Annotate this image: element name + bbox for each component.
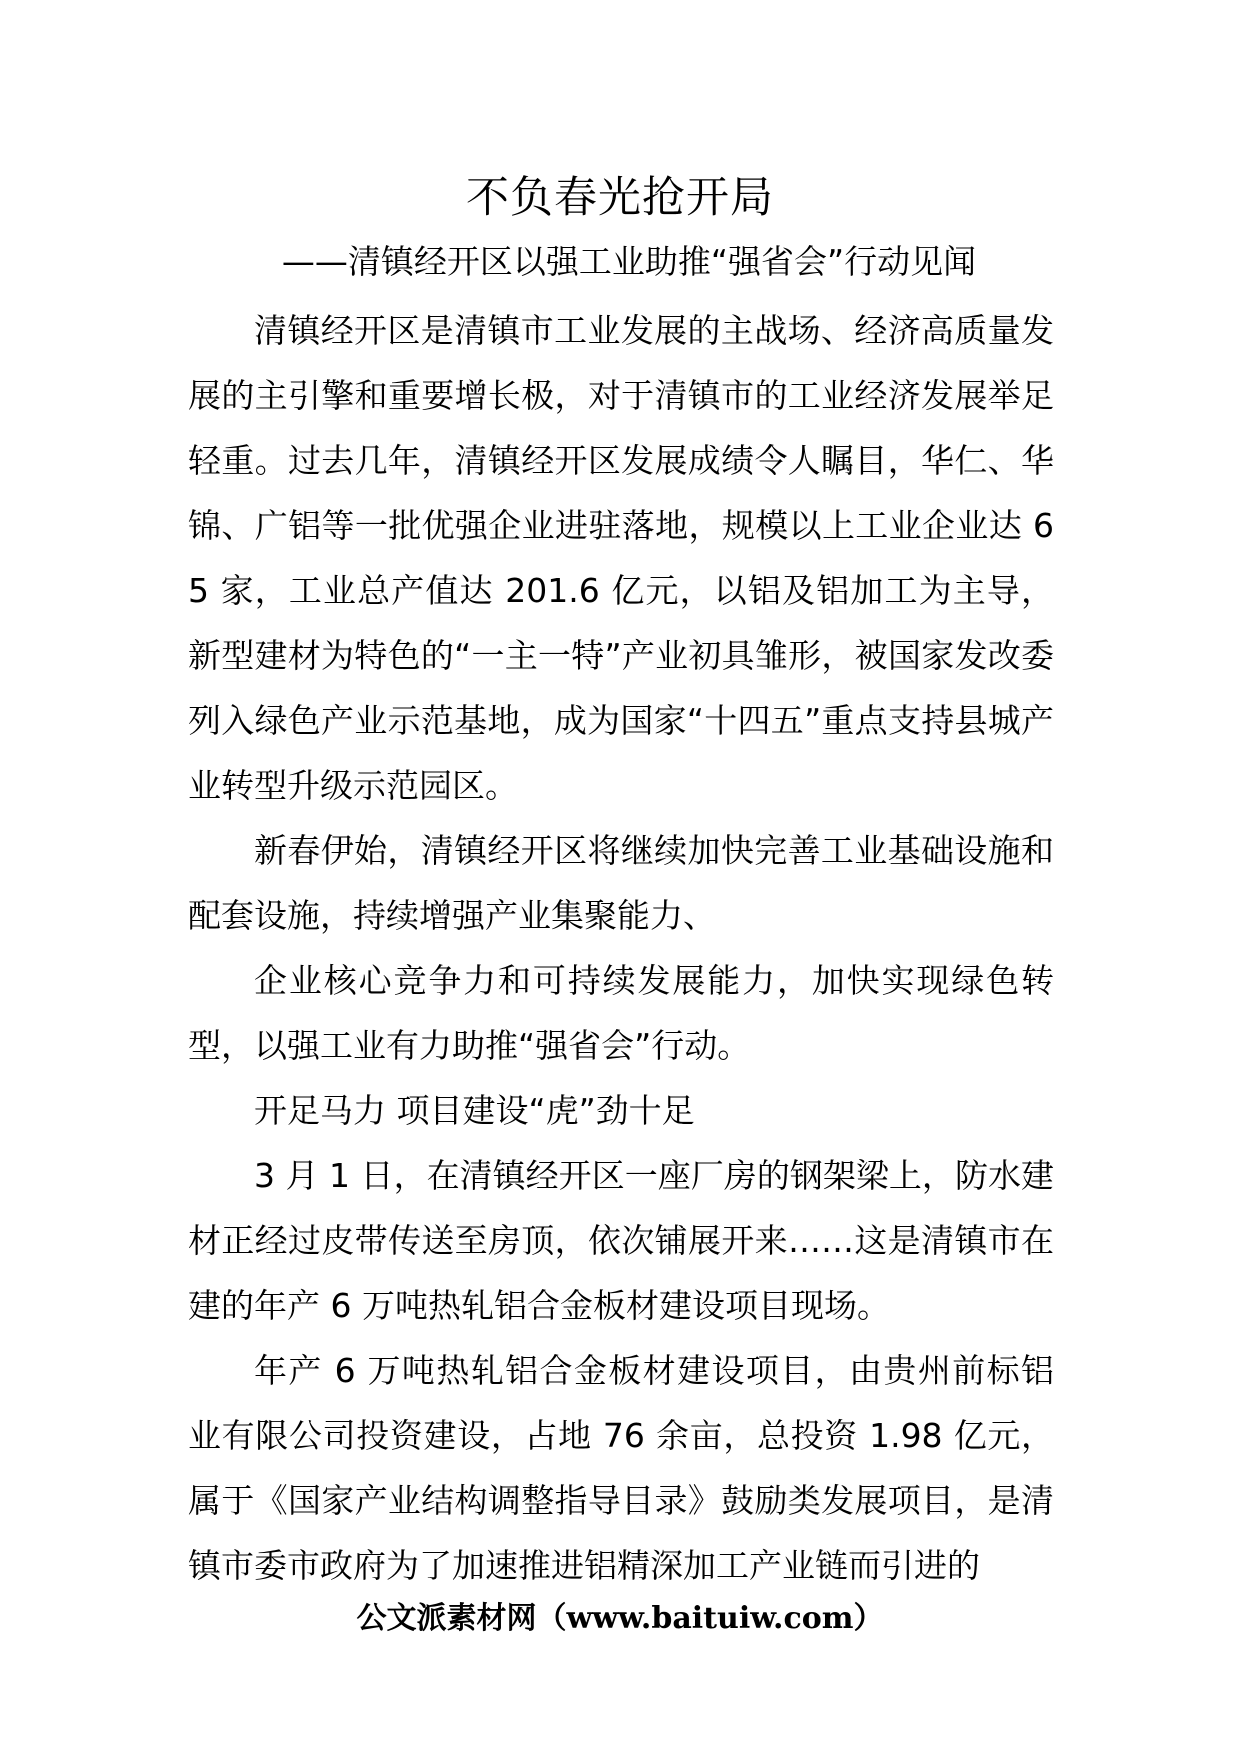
page-subtitle: ——清镇经开区以强工业助推“强省会”行动见闻 (281, 242, 977, 281)
page-title: 不负春光抢开局 (466, 173, 774, 223)
paragraph-4: 3 月 1 日，在清镇经开区一座厂房的钢架梁上，防水建材正经过皮带传送至房顶，依次铺展开来……这是清镇市在建的年产 6 万吨热轧铝合金板材建设项目现场。 (188, 1156, 1054, 1325)
paragraph-2: 新春伊始，清镇经开区将继续加快完善工业基础设施和配套设施，持续增强产业集聚能力、 (188, 831, 1054, 935)
footer-watermark: 公文派素材网（www.baituiw.com） (356, 1601, 884, 1636)
article-body (188, 298, 1054, 1598)
paragraph-1: 清镇经开区是清镇市工业发展的主战场、经济高质量发展的主引擎和重要增长极，对于清镇市的工业经济发展举足轻重。过去几年，清镇经开区发展成绩令人瞩目，华仁、华锦、广铝等一批优强企业进驻落地，规模以上工业企业达 65 家，工业总产值达 201.6 亿元，以铝及铝加工为主导，新型建材为特色的“一主一特”产业初具雏形，被国家发改委列入绿色产业示范基地，成为国家“十四五”重点支持县城产业转型升级示范园区。 (188, 311, 1054, 805)
paragraph-5: 年产 6 万吨热轧铝合金板材建设项目，由贵州前标铝业有限公司投资建设，占地 76 余亩，总投资 1.98 亿元，属于《国家产业结构调整指导目录》鼓励类发展项目，是清镇市委市政府为了加速推进铝精深加工产业链而引进的 (188, 1351, 1054, 1585)
section-heading: 开足马力 项目建设“虎”劲十足 (254, 1091, 695, 1130)
paragraph-3: 企业核心竞争力和可持续发展能力，加快实现绿色转型，以强工业有力助推“强省会”行动。 (188, 961, 1054, 1065)
